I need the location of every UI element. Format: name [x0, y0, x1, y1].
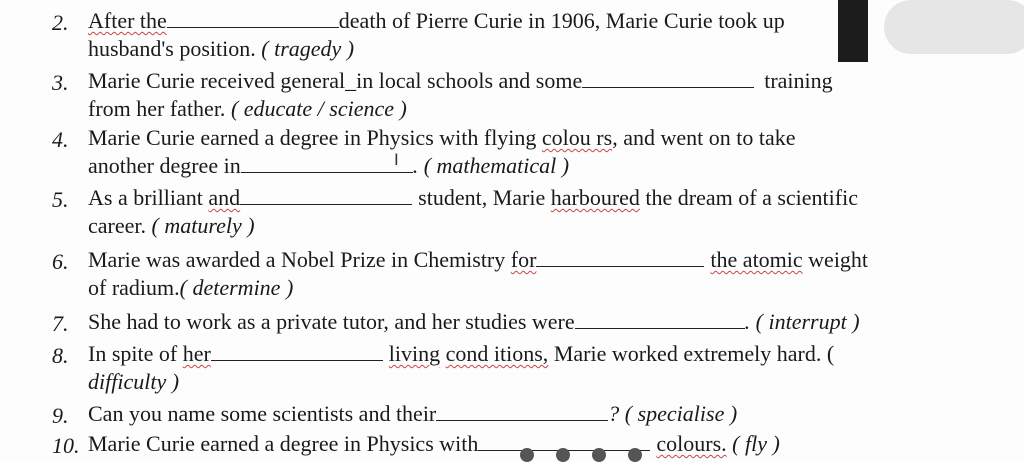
item-3-hint: ( educate / science ) — [230, 96, 407, 121]
item-4-blank[interactable] — [241, 154, 413, 173]
overlay-pill-button[interactable] — [884, 0, 1024, 54]
item-6-line-2: of radium.( determine ) — [88, 275, 294, 300]
item-6-blank[interactable] — [536, 248, 704, 267]
item-2-number: 2. — [52, 10, 69, 35]
item-7-blank[interactable] — [575, 310, 745, 329]
item-8-line-2 — [88, 369, 179, 395]
item-7-line-1: She had to work as a private tutor, and her studies were . ( interrupt ) — [88, 309, 860, 334]
item-6-line-1: Marie was awarded a Nobel Prize in Chemistry for the atomic weight — [88, 247, 869, 272]
item-8-number: 8. — [52, 343, 69, 368]
item-2-blank[interactable] — [167, 9, 339, 28]
item-9-number: 9. — [52, 403, 69, 428]
item-4-hint: . ( mathematical ) — [412, 153, 570, 178]
text-cursor-icon: I — [394, 150, 399, 169]
item-3-line-2: from her father. ( educate / science ) — [88, 96, 407, 121]
dot-marker — [592, 448, 606, 462]
item-8-hint: difficulty ) — [88, 369, 180, 394]
item-3-blank[interactable] — [582, 69, 754, 88]
item-8-blank[interactable] — [211, 342, 383, 361]
item-4-line-2: another degree in . ( mathematical ) — [88, 153, 570, 178]
item-5-number: 5. — [52, 187, 69, 212]
overlay-bar — [838, 0, 868, 62]
item-2-line-2: husband's position. ( tragedy ) — [88, 36, 355, 61]
item-5-hint: ( maturely ) — [151, 213, 255, 238]
item-9-line-1: Can you name some scientists and their ? ( specialise ) — [88, 401, 738, 426]
item-6-number: 6. — [52, 249, 69, 274]
dot-marker — [628, 448, 642, 462]
item-6-hint: ( determine ) — [179, 275, 294, 300]
item-2-line-1: After the death of Pierre Curie in 1906, Marie Curie took up — [88, 8, 785, 33]
item-9-hint: ? ( specialise ) — [608, 401, 738, 426]
item-5-line-1: As a brilliant and student, Marie harboured the dream of a scientific — [88, 185, 858, 210]
item-7-number: 7. — [52, 311, 69, 336]
item-3-line-1: Marie Curie received general_in local schools and some training — [88, 68, 833, 93]
item-10-hint: ( fly ) — [732, 431, 780, 456]
item-2-hint: ( tragedy ) — [261, 36, 355, 61]
item-4-number: 4. — [52, 127, 69, 152]
item-5-blank[interactable] — [240, 186, 412, 205]
item-8-line-1: In spite of her living cond itions, Marie worked extremely hard. ( — [88, 341, 835, 366]
item-5-line-2: career. ( maturely ) — [88, 213, 255, 238]
item-7-hint: . ( interrupt ) — [744, 309, 860, 334]
dot-marker — [520, 448, 534, 462]
item-10-line-1: Marie Curie earned a degree in Physics with colours. ( fly ) — [88, 431, 780, 456]
dot-marker — [556, 448, 570, 462]
item-4-line-1: Marie Curie earned a degree in Physics with flying colou rs, and went on to take — [88, 125, 796, 150]
item-10-number: 10. — [52, 433, 80, 458]
item-3-number: 3. — [52, 70, 69, 95]
item-9-blank[interactable] — [436, 402, 608, 421]
